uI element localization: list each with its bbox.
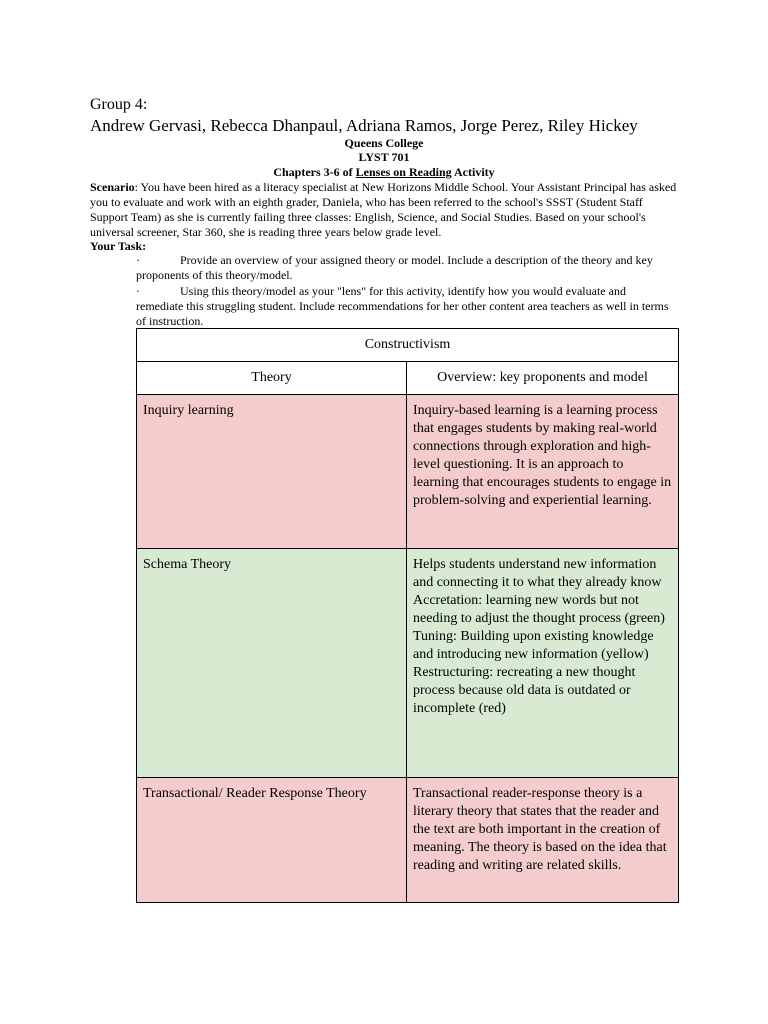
task-bullet — [136, 284, 672, 329]
book-title: Lenses on Reading — [355, 165, 452, 179]
table-row — [137, 395, 679, 549]
table-row — [137, 549, 679, 778]
activity-prefix: Chapters 3-6 of — [273, 165, 356, 179]
task-heading: Your Task: — [90, 239, 147, 253]
overview-line: Tuning: Building upon existing knowledge and introducing new information (yellow) — [413, 629, 654, 662]
table-caption: Constructivism — [137, 329, 679, 362]
scenario-paragraph — [90, 180, 680, 240]
overview-cell: Transactional reader-response theory is a literary theory that states that the reader and the text are both important in the creation of meaning. The theory is based on the idea that reading and writing are related skills. — [407, 778, 679, 903]
theory-cell: Inquiry learning — [137, 395, 407, 549]
task-bullet-text: Using this theory/model as your "lens" for this activity, identify how you would evaluate and remediate this struggling student. Include recommendations for her other content area teachers as well in terms of instruction. — [136, 284, 669, 328]
theory-cell: Transactional/ Reader Response Theory — [137, 778, 407, 903]
college-name: Queens College — [344, 136, 424, 150]
group-label: Group 4: — [90, 96, 148, 113]
task-bullet — [136, 253, 672, 283]
overview-cell — [407, 549, 679, 778]
theory-cell: Schema Theory — [137, 549, 407, 778]
column-header-overview: Overview: key proponents and model — [407, 362, 679, 395]
group-members: Andrew Gervasi, Rebecca Dhanpaul, Adriana Ramos, Jorge Perez, Riley Hickey — [90, 116, 638, 135]
bullet-glyph: · — [136, 253, 140, 267]
overview-cell: Inquiry-based learning is a learning process that engages students by making real-world connections through exploration and high-level questioning. It is an approach to learning that encourages students to engage in problem-solving and experiential learning. — [407, 395, 679, 549]
theory-table — [136, 328, 679, 903]
course-code: LYST 701 — [358, 150, 410, 164]
task-bullet-text: Provide an overview of your assigned theory or model. Include a description of the theory and key proponents of this theory/model. — [136, 253, 653, 282]
overview-line: Restructuring: recreating a new thought process because old data is outdated or incomplete (red) — [413, 665, 636, 716]
activity-title — [0, 165, 768, 179]
bullet-glyph: · — [136, 284, 140, 298]
column-header-theory: Theory — [137, 362, 407, 395]
table-row — [137, 778, 679, 903]
activity-suffix: Activity — [451, 165, 495, 179]
scenario-label: Scenario — [90, 180, 135, 194]
overview-line: Helps students understand new information and connecting it to what they already know — [413, 557, 662, 590]
scenario-text: : You have been hired as a literacy specialist at New Horizons Middle School. Your Assistant Principal has asked you to evaluate and work with an eighth grader, Daniela, who has been referred to the school's SSST (Student Staff Support Team) as she is currently failing three classes: English, Science, and Social Studies. Based on your school's universal screener, Star 360, she is reading three years below grade level. — [90, 180, 677, 239]
overview-line: Accretation: learning new words but not needing to adjust the thought process (green) — [413, 593, 665, 626]
